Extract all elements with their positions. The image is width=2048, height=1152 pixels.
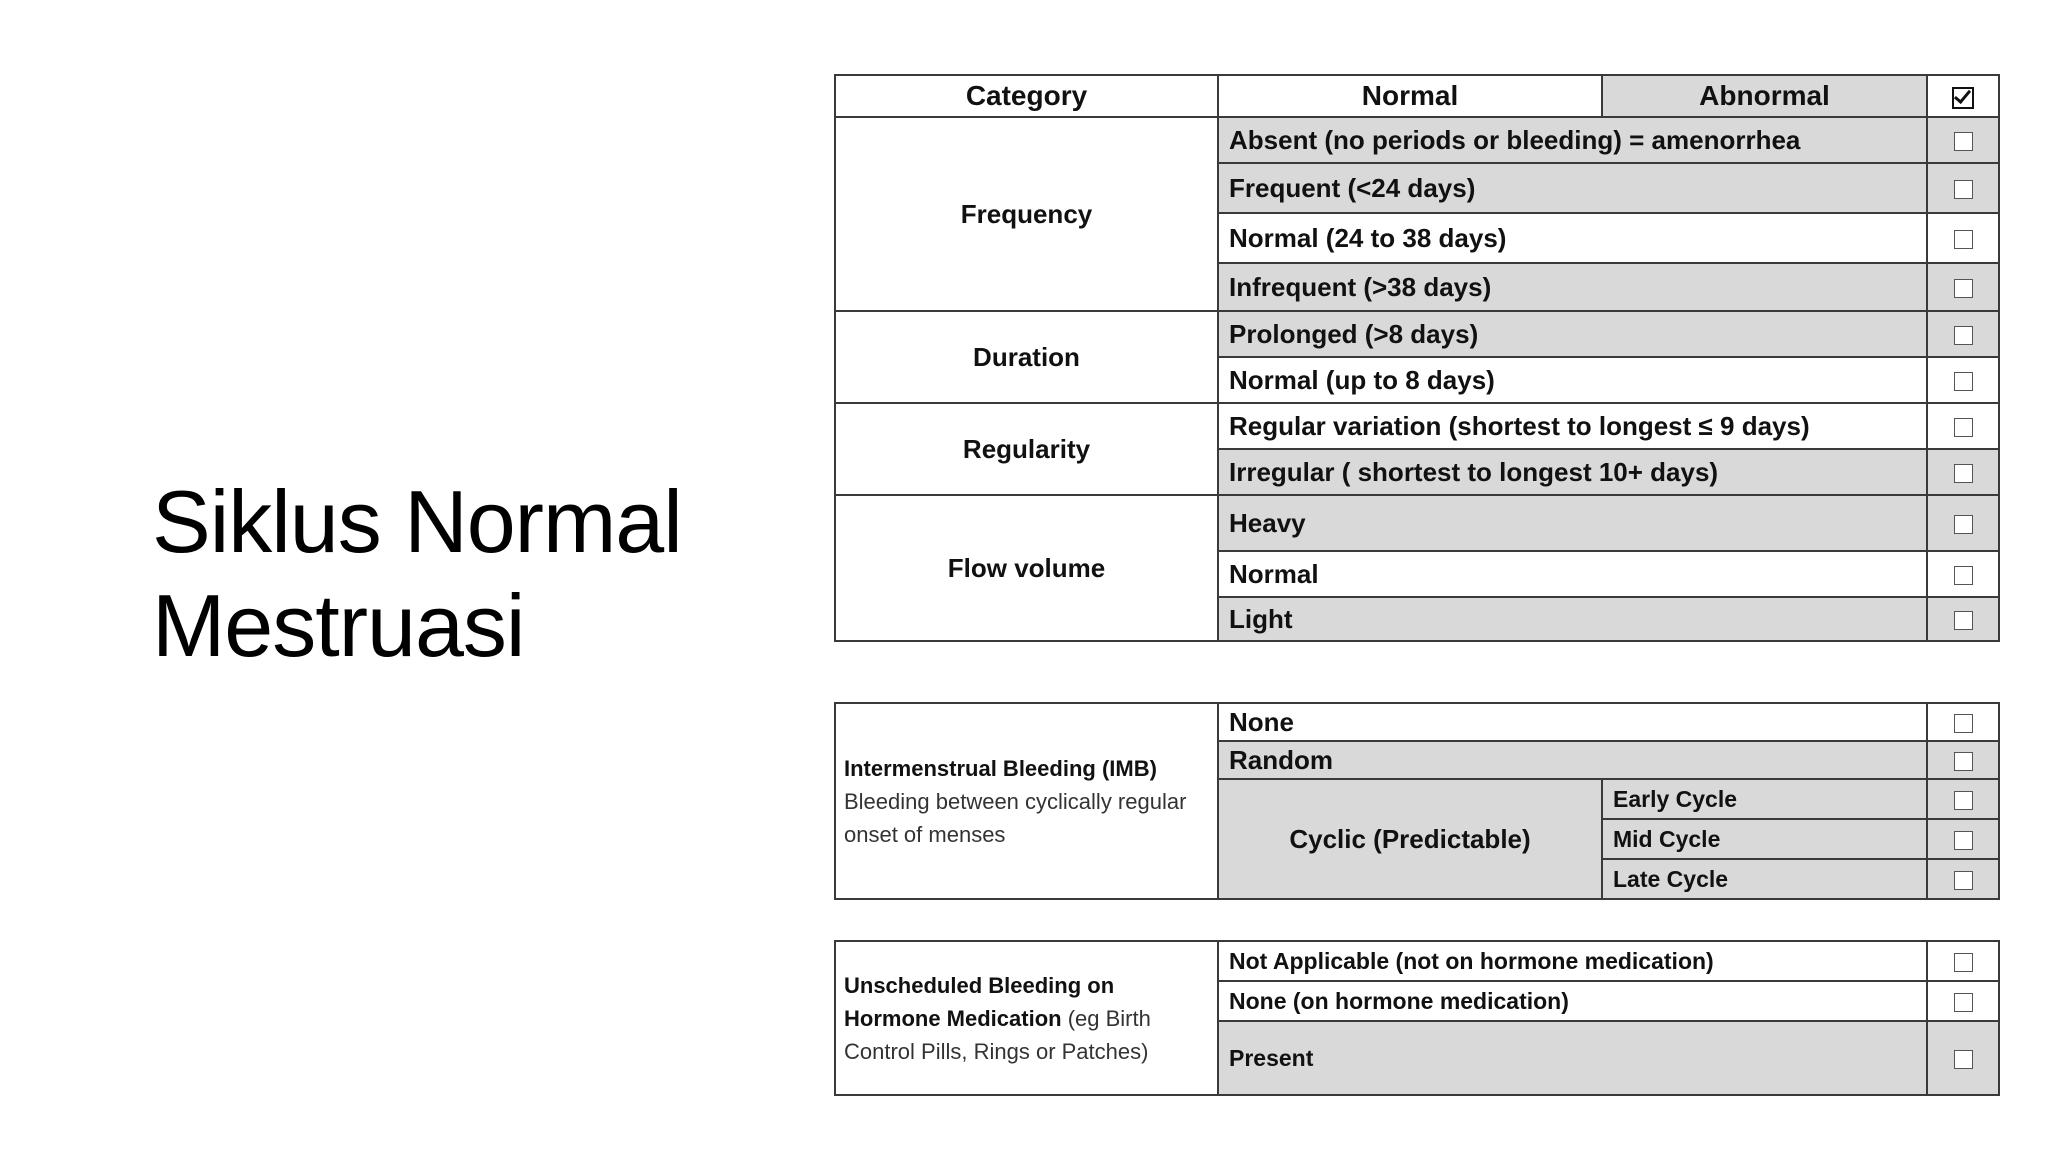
header-check — [1927, 75, 1999, 117]
parameter-label: Prolonged (>8 days) — [1218, 311, 1927, 357]
parameter-label: Heavy — [1218, 495, 1927, 551]
checkbox-icon[interactable] — [1954, 791, 1973, 810]
parameter-label: Absent (no periods or bleeding) = amenorrhea — [1218, 117, 1927, 163]
imb-early-cycle: Early Cycle — [1602, 779, 1927, 819]
menstrual-parameters-table — [834, 74, 2000, 642]
imb-late-cycle: Late Cycle — [1602, 859, 1927, 899]
checkbox-icon[interactable] — [1954, 611, 1973, 630]
checkbox-icon[interactable] — [1954, 831, 1973, 850]
checkbox-icon[interactable] — [1954, 953, 1973, 972]
checkbox-icon[interactable] — [1954, 1050, 1973, 1069]
hormone-label — [835, 941, 1218, 1095]
checkbox-icon[interactable] — [1954, 372, 1973, 391]
parameter-row — [835, 117, 1999, 163]
checked-checkbox-icon — [1952, 87, 1974, 109]
slide-title — [152, 470, 682, 678]
parameter-check[interactable] — [1927, 213, 1999, 263]
hormone-none-check[interactable] — [1927, 981, 1999, 1021]
hormone-na-check[interactable] — [1927, 941, 1999, 981]
header-normal: Normal — [1218, 75, 1602, 117]
parameter-label: Infrequent (>38 days) — [1218, 263, 1927, 311]
hormone-label-title: Unscheduled Bleeding on Hormone Medication — [844, 972, 1115, 1031]
parameter-label: Normal (24 to 38 days) — [1218, 213, 1927, 263]
checkbox-icon[interactable] — [1954, 515, 1973, 534]
checkbox-icon[interactable] — [1954, 279, 1973, 298]
parameter-row — [835, 403, 1999, 449]
checkbox-icon[interactable] — [1954, 230, 1973, 249]
imb-label-title: Intermenstrual Bleeding (IMB) — [844, 755, 1157, 781]
imb-early-check[interactable] — [1927, 779, 1999, 819]
imb-random-check[interactable] — [1927, 741, 1999, 779]
checkbox-icon[interactable] — [1954, 464, 1973, 483]
hormone-bleeding-table — [834, 940, 2000, 1096]
imb-none: None — [1218, 703, 1927, 741]
parameter-label: Irregular ( shortest to longest 10+ days) — [1218, 449, 1927, 495]
parameter-check[interactable] — [1927, 263, 1999, 311]
parameter-check[interactable] — [1927, 117, 1999, 163]
category-cell: Frequency — [835, 117, 1218, 311]
hormone-present: Present — [1218, 1021, 1927, 1095]
imb-late-check[interactable] — [1927, 859, 1999, 899]
parameter-label: Normal — [1218, 551, 1927, 597]
slide-title-line-2: Mestruasi — [152, 576, 525, 675]
checkbox-icon[interactable] — [1954, 993, 1973, 1012]
slide-title-line-1: Siklus Normal — [152, 472, 682, 571]
checkbox-icon[interactable] — [1954, 566, 1973, 585]
imb-label-desc: Bleeding between cyclically regular onset of menses — [844, 788, 1187, 847]
hormone-label-desc: (eg Birth Control Pills, Rings or Patches) — [844, 1005, 1151, 1064]
parameter-check[interactable] — [1927, 449, 1999, 495]
category-cell: Regularity — [835, 403, 1218, 495]
imb-random: Random — [1218, 741, 1927, 779]
imb-cyclic: Cyclic (Predictable) — [1218, 779, 1602, 899]
parameter-row — [835, 495, 1999, 551]
parameter-check[interactable] — [1927, 403, 1999, 449]
checkbox-icon[interactable] — [1954, 871, 1973, 890]
checkbox-icon[interactable] — [1954, 326, 1973, 345]
checkbox-icon[interactable] — [1954, 180, 1973, 199]
hormone-none: None (on hormone medication) — [1218, 981, 1927, 1021]
parameter-check[interactable] — [1927, 163, 1999, 213]
checkbox-icon[interactable] — [1954, 714, 1973, 733]
checkbox-icon[interactable] — [1954, 132, 1973, 151]
parameter-check[interactable] — [1927, 311, 1999, 357]
parameter-check[interactable] — [1927, 551, 1999, 597]
imb-none-check[interactable] — [1927, 703, 1999, 741]
header-category: Category — [835, 75, 1218, 117]
imb-mid-cycle: Mid Cycle — [1602, 819, 1927, 859]
parameter-row — [835, 311, 1999, 357]
parameter-label: Light — [1218, 597, 1927, 641]
parameter-label: Frequent (<24 days) — [1218, 163, 1927, 213]
parameter-check[interactable] — [1927, 597, 1999, 641]
imb-label — [835, 703, 1218, 899]
header-abnormal: Abnormal — [1602, 75, 1927, 117]
hormone-not-applicable: Not Applicable (not on hormone medication) — [1218, 941, 1927, 981]
parameter-check[interactable] — [1927, 495, 1999, 551]
category-cell: Duration — [835, 311, 1218, 403]
imb-table — [834, 702, 2000, 900]
parameter-check[interactable] — [1927, 357, 1999, 403]
checkbox-icon[interactable] — [1954, 752, 1973, 771]
imb-mid-check[interactable] — [1927, 819, 1999, 859]
parameter-label: Normal (up to 8 days) — [1218, 357, 1927, 403]
parameter-label: Regular variation (shortest to longest ≤ 9 days) — [1218, 403, 1927, 449]
checkbox-icon[interactable] — [1954, 418, 1973, 437]
category-cell: Flow volume — [835, 495, 1218, 641]
hormone-present-check[interactable] — [1927, 1021, 1999, 1095]
